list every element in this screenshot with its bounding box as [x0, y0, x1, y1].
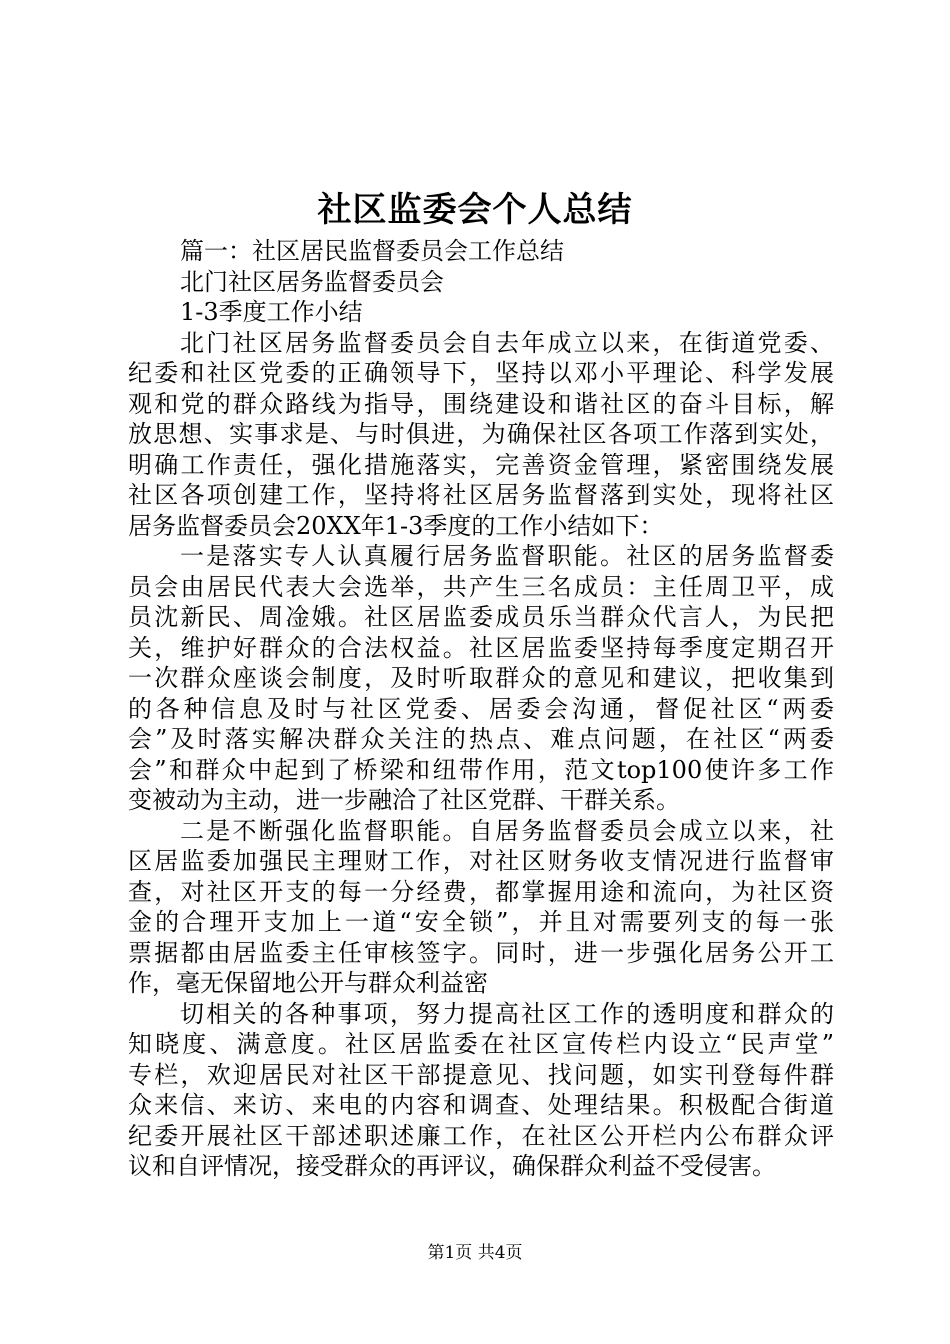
body-text-line: 明确工作责任，强化措施落实，完善资金管理，紧密围绕发展 — [128, 450, 834, 479]
body-text-line: 会”及时落实解决群众关注的热点、难点问题，在社区“两委 — [128, 725, 834, 753]
body-text-line: 观和党的群众路线为指导，围绕建设和谐社区的奋斗目标，解 — [128, 389, 834, 418]
body-text-line: 北门社区居务监督委员会 — [180, 267, 444, 296]
body-text-line: 员沈新民、周凎娥。社区居监委成员乐当群众代言人，为民把 — [128, 603, 834, 631]
body-text-line: 员会由居民代表大会选举，共产生三名成员：主任周卫平，成 — [128, 572, 834, 601]
body-text-line: 区居监委加强民主理财工作，对社区财务收支情况进行监督审 — [128, 847, 834, 875]
body-text-line: 篇一：社区居民监督委员会工作总结 — [180, 237, 564, 265]
body-text-line: 会”和群众中起到了桥梁和纽带作用，范文top100使许多工作 — [128, 755, 834, 784]
body-text-line: 金的合理开支加上一道“安全锁”，并且对需要列支的每一张 — [128, 908, 834, 936]
body-text-line: 1-3季度工作小结 — [180, 298, 363, 326]
body-text-line: 社区各项创建工作，坚持将社区居务监督落到实处，现将社区 — [128, 481, 834, 509]
body-text-line: 纪委开展社区干部述职述廉工作，在社区公开栏内公布群众评 — [128, 1121, 834, 1150]
body-text-line: 的各种信息及时与社区党委、居委会沟通，督促社区“两委 — [128, 694, 834, 723]
body-text-line: 二是不断强化监督职能。自居务监督委员会成立以来，社 — [180, 816, 834, 845]
body-text-line: 一是落实专人认真履行居务监督职能。社区的居务监督委 — [180, 542, 834, 570]
body-text-line: 议和自评情况，接受群众的再评议，确保群众利益不受侵害。 — [128, 1152, 776, 1180]
body-text-line: 北门社区居务监督委员会自去年成立以来，在街道党委、 — [180, 328, 834, 357]
body-text-line: 作，毫无保留地公开与群众利益密 — [128, 969, 488, 997]
body-text-line: 一次群众座谈会制度，及时听取群众的意见和建议，把收集到 — [128, 664, 834, 692]
body-text-line: 众来信、来访、来电的内容和调查、处理结果。积极配合街道 — [128, 1091, 834, 1119]
page-footer: 第1页 共4页 — [427, 1243, 523, 1263]
body-text-line: 专栏，欢迎居民对社区干部提意见、找问题，如实刊登每件群 — [128, 1060, 834, 1089]
body-text-line: 居务监督委员会20XX年1-3季度的工作小结如下： — [128, 511, 664, 540]
body-text-line: 纪委和社区党委的正确领导下，坚持以邓小平理论、科学发展 — [128, 359, 834, 387]
body-text-line: 票据都由居监委主任审核签字。同时，进一步强化居务公开工 — [128, 938, 834, 967]
body-text-line: 查，对社区开支的每一分经费，都掌握用途和流向，为社区资 — [128, 877, 834, 906]
body-text-line: 放思想、实事求是、与时俱进，为确保社区各项工作落到实处， — [128, 420, 834, 448]
document-body — [128, 236, 834, 1182]
body-text-line: 关，维护好群众的合法权益。社区居监委坚持每季度定期召开 — [128, 633, 834, 662]
body-text-line: 切相关的各种事项，努力提高社区工作的透明度和群众的 — [180, 999, 834, 1028]
body-text-line: 知晓度、满意度。社区居监委在社区宣传栏内设立“民声堂” — [128, 1030, 834, 1058]
document-title: 社区监委会个人总结 — [317, 190, 633, 230]
body-text-line: 变被动为主动，进一步融洽了社区党群、干群关系。 — [128, 786, 680, 814]
